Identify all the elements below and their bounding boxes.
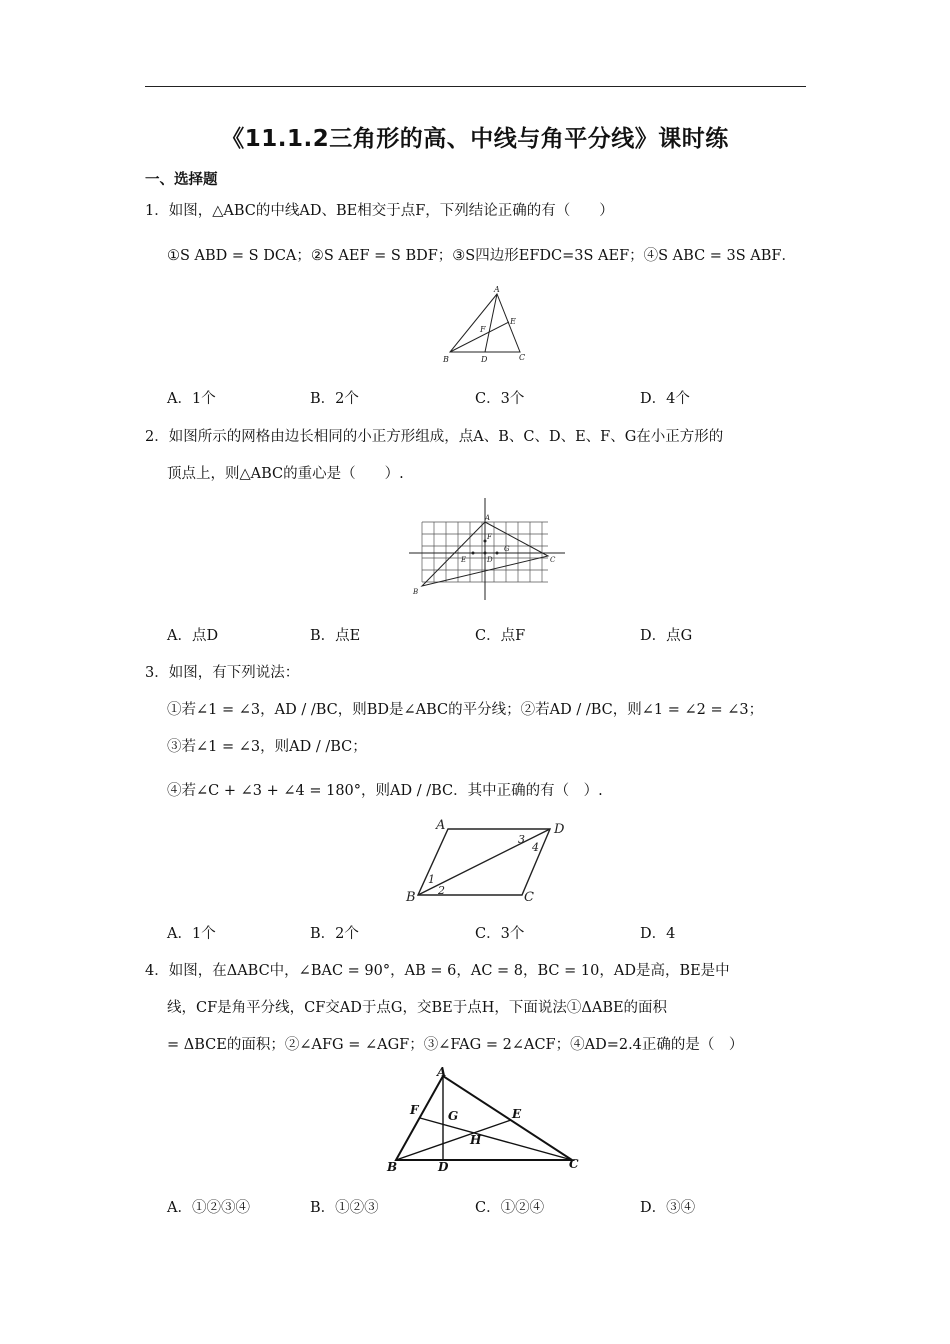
q4-label-h: H — [470, 1133, 482, 1147]
q1-label-f: F — [480, 325, 486, 334]
q2-option-c[interactable]: C．点F — [475, 628, 526, 644]
q1-label-b: B — [443, 355, 449, 364]
q2-label-b: B — [413, 588, 419, 596]
q4-option-b[interactable]: B．①②③ — [310, 1200, 379, 1216]
q4-option-c[interactable]: C．①②④ — [475, 1200, 545, 1216]
page-title: 《11.1.2三角形的高、中线与角平分线》课时练 — [221, 126, 729, 152]
q2-option-d[interactable]: D．点G — [640, 628, 693, 644]
q1-statements: ①S ABD = S DCA；②S AEF = S BDF；③S四边形EFDC=3S AEF；④S ABC = 3S ABF． — [167, 248, 796, 264]
q3-angle-2: 2 — [438, 884, 445, 897]
q3-option-d[interactable]: D．4 — [640, 926, 676, 942]
q1-label-a: A — [494, 285, 500, 294]
q4-label-b: B — [387, 1160, 398, 1174]
q2-option-a[interactable]: A．点D — [167, 628, 219, 644]
q4-option-d[interactable]: D．③④ — [640, 1200, 696, 1216]
q1-label-d: D — [481, 355, 488, 364]
q3-angle-1: 1 — [428, 873, 435, 886]
q3-angle-4: 4 — [532, 841, 539, 854]
q2-label-a: A — [485, 514, 491, 522]
q3-statement-3: ③若∠1 = ∠3，则AD / /BC； — [167, 739, 367, 755]
q1-option-a[interactable]: A．1个 — [167, 391, 216, 407]
q4-label-d: D — [438, 1160, 449, 1174]
q3-label-d: D — [554, 822, 565, 837]
q2-label-c: C — [550, 556, 556, 564]
q4-stem-line3: = ΔBCE的面积；②∠AFG = ∠AGF；③∠FAG = 2∠ACF；④AD=2.4正确的是（ ） — [167, 1037, 744, 1053]
q2-label-f: F — [487, 533, 492, 541]
q1-option-d[interactable]: D．4个 — [640, 391, 690, 407]
q3-statement-4: ④若∠C + ∠3 + ∠4 = 180°，则AD / /BC．其中正确的有（ ）. — [167, 783, 603, 799]
q1-label-e: E — [510, 317, 516, 326]
q4-label-g: G — [448, 1109, 459, 1123]
q3-label-c: C — [524, 890, 534, 905]
q2-option-b[interactable]: B．点E — [310, 628, 361, 644]
q3-option-c[interactable]: C．3个 — [475, 926, 525, 942]
q4-label-f: F — [410, 1103, 419, 1117]
q2-label-d: D — [487, 556, 493, 564]
q2-grid-figure — [405, 496, 570, 602]
q3-stem: 3．如图，有下列说法： — [145, 665, 300, 681]
q3-option-a[interactable]: A．1个 — [167, 926, 216, 942]
q4-label-a: A — [437, 1066, 447, 1079]
q2-stem-line2: 顶点上，则△ABC的重心是（ ）. — [167, 466, 404, 482]
q1-option-c[interactable]: C．3个 — [475, 391, 525, 407]
header-rule — [145, 86, 806, 87]
q2-label-g: G — [504, 545, 510, 553]
q4-label-c: C — [569, 1157, 579, 1171]
q1-option-b[interactable]: B．2个 — [310, 391, 359, 407]
q4-label-e: E — [512, 1107, 522, 1121]
q3-option-b[interactable]: B．2个 — [310, 926, 359, 942]
q4-stem-line2: 线，CF是角平分线，CF交AD于点G，交BE于点H，下面说法①ΔABE的面积 — [167, 1000, 668, 1016]
q1-stem: 1．如图，△ABC的中线AD、BE相交于点F，下列结论正确的有（ ） — [145, 203, 614, 219]
section-heading: 一、选择题 — [145, 172, 218, 188]
q4-stem-line1: 4．如图，在ΔABC中，∠BAC = 90°，AB = 6，AC = 8，BC = 10，AD是高，BE是中 — [145, 963, 730, 979]
q1-triangle-figure — [436, 284, 536, 368]
q2-label-e: E — [461, 556, 467, 564]
q4-option-a[interactable]: A．①②③④ — [167, 1200, 250, 1216]
q3-statement-1-2: ①若∠1 = ∠3，AD / /BC，则BD是∠ABC的平分线；②若AD / /BC，则∠1 = ∠2 = ∠3； — [167, 702, 764, 718]
q3-angle-3: 3 — [518, 833, 525, 846]
q2-stem-line1: 2．如图所示的网格由边长相同的小正方形组成，点A、B、C、D、E、F、G在小正方形的 — [145, 429, 724, 445]
q3-label-a: A — [436, 818, 446, 833]
q1-label-c: C — [519, 353, 526, 362]
q3-label-b: B — [406, 890, 416, 905]
q3-parallelogram-figure — [400, 815, 580, 907]
q4-triangle-figure — [382, 1066, 587, 1174]
